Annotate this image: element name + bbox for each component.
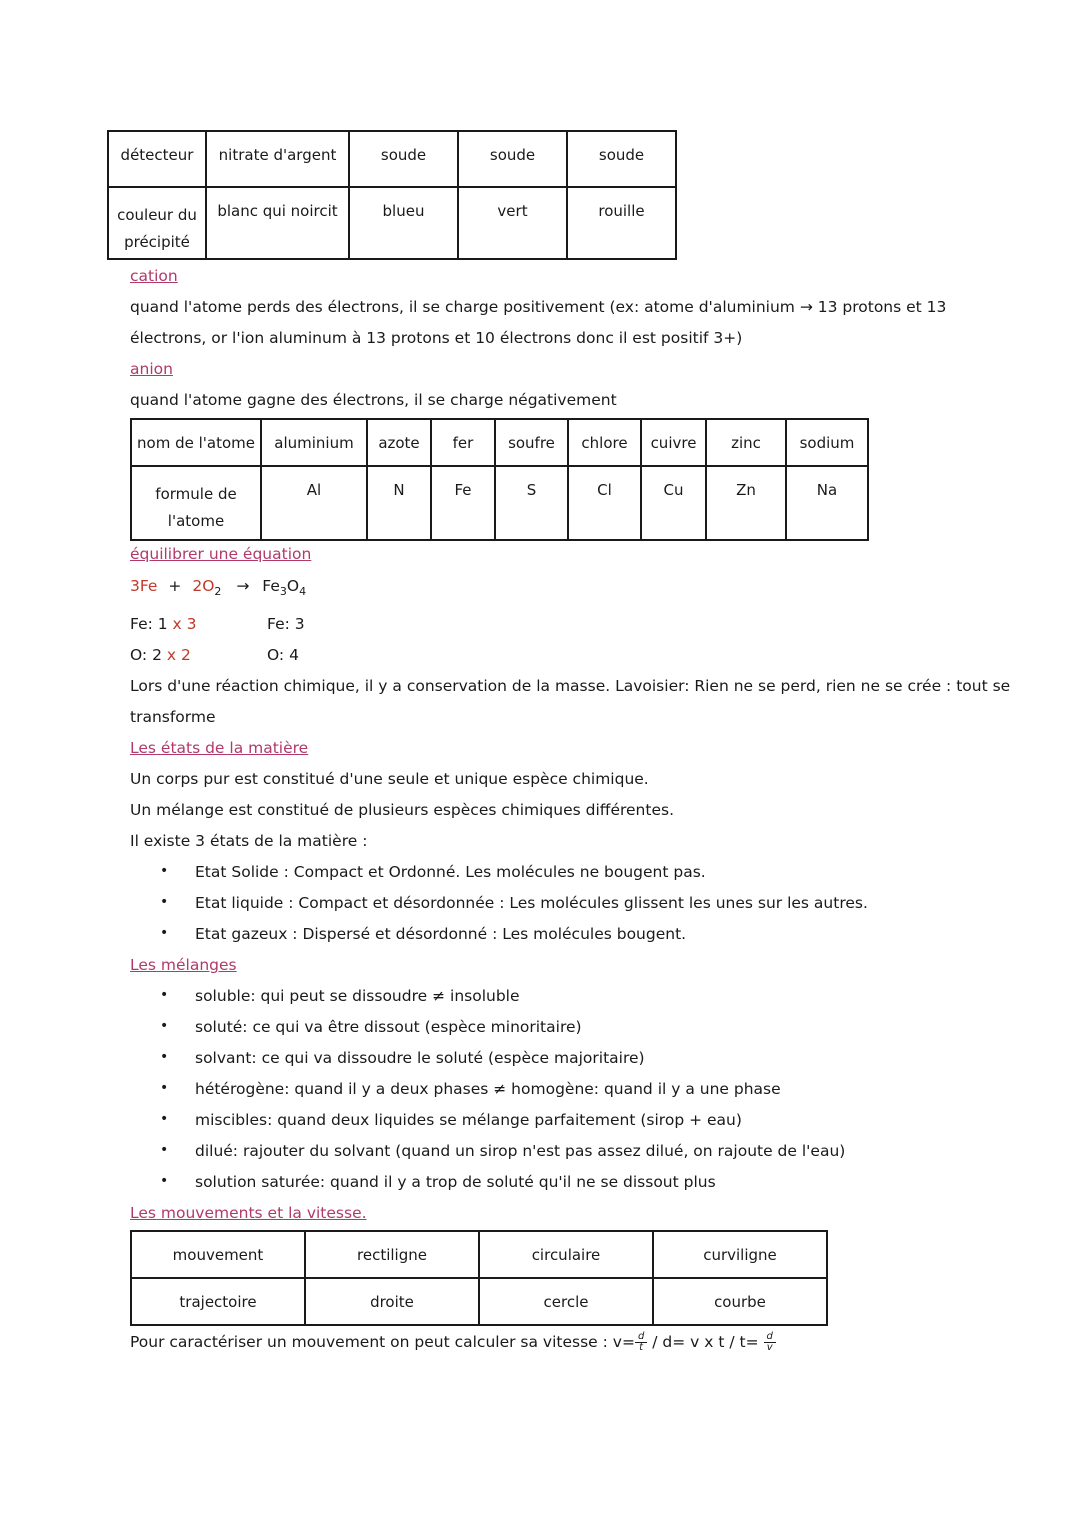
table-cell: trajectoire [131, 1278, 305, 1325]
table-cell: S [495, 466, 568, 540]
mixtures-list [160, 987, 845, 1204]
states-text-3: Il existe 3 états de la matière : [130, 832, 368, 850]
list-item: • solvant: ce qui va dissoudre le soluté (espèce majoritaire) [160, 1049, 845, 1080]
conservation-text-2: transforme [130, 708, 216, 726]
fraction-denominator: t [639, 1342, 644, 1353]
table-cell: Al [261, 466, 367, 540]
fraction-numerator: d [635, 1332, 647, 1343]
equation-right-fe: Fe: 3 [267, 615, 305, 633]
speed-formula [130, 1332, 776, 1353]
anion-heading: anion [130, 360, 173, 378]
table-cell: sodium [786, 419, 868, 466]
table-row [131, 1231, 827, 1278]
atoms-table [130, 418, 869, 541]
list-item: • soluté: ce qui va être dissout (espèce minoritaire) [160, 1018, 845, 1049]
time-fraction [764, 1332, 776, 1353]
equation-formula [130, 577, 306, 598]
table-cell: aluminium [261, 419, 367, 466]
fraction-denominator: v [766, 1342, 773, 1353]
table-cell: cercle [479, 1278, 653, 1325]
equation-product-fe-sub: 3 [279, 585, 287, 599]
table-cell: blanc qui noircit [206, 187, 349, 259]
table-cell: rouille [567, 187, 676, 259]
table-cell: soude [567, 131, 676, 187]
equation-left-fe-mult: x 3 [167, 615, 197, 633]
list-item: • Etat liquide : Compact et désordonnée : Les molécules glissent les unes sur les autres. [160, 894, 868, 925]
table-cell: zinc [706, 419, 786, 466]
equation-heading: équilibrer une équation [130, 545, 312, 563]
equation-left-fe-label: Fe: 1 [130, 615, 168, 633]
table-cell: droite [305, 1278, 479, 1325]
table-cell: nitrate d'argent [206, 131, 349, 187]
anion-text: quand l'atome gagne des électrons, il se charge négativement [130, 391, 617, 409]
fraction-numerator: d [764, 1332, 776, 1343]
table-cell: formule de l'atome [131, 466, 261, 540]
cation-text-2: électrons, or l'ion aluminum à 13 protons et 10 électrons donc il est positif 3+) [130, 329, 743, 347]
list-item: • Etat Solide : Compact et Ordonné. Les molécules ne bougent pas. [160, 863, 868, 894]
table-cell: fer [431, 419, 495, 466]
cation-heading: cation [130, 267, 178, 285]
equation-left-o-mult: x 2 [161, 646, 191, 664]
table-cell: Zn [706, 466, 786, 540]
speed-mid-text: / d= v x t / t= [647, 1333, 764, 1351]
movement-table [130, 1230, 828, 1326]
table-cell: Na [786, 466, 868, 540]
arrow-icon: → [236, 577, 250, 595]
table-cell: Cl [568, 466, 641, 540]
table-cell: blueu [349, 187, 458, 259]
cation-text-1: quand l'atome perds des électrons, il se charge positivement (ex: atome d'aluminium → 13 protons et 13 [130, 298, 947, 316]
table-row [108, 187, 676, 259]
table-cell: cuivre [641, 419, 706, 466]
table-cell: curviligne [653, 1231, 827, 1278]
table-cell: chlore [568, 419, 641, 466]
equation-o-sub: 2 [214, 585, 222, 599]
table-row [131, 419, 868, 466]
table-row [131, 1278, 827, 1325]
table-cell: nom de l'atome [131, 419, 261, 466]
equation-product-o: O [286, 577, 300, 595]
table-cell: détecteur [108, 131, 206, 187]
states-text-2: Un mélange est constitué de plusieurs espèces chimiques différentes. [130, 801, 674, 819]
mixtures-heading: Les mélanges [130, 956, 237, 974]
equation-product-o-sub: 4 [299, 585, 307, 599]
table-cell: soufre [495, 419, 568, 466]
table-cell: circulaire [479, 1231, 653, 1278]
table-row [108, 131, 676, 187]
equation-coef-fe: 3Fe [130, 577, 158, 595]
states-list [160, 863, 868, 956]
list-item: • miscibles: quand deux liquides se mélange parfaitement (sirop + eau) [160, 1111, 845, 1142]
table-cell: courbe [653, 1278, 827, 1325]
equation-left-fe [130, 615, 197, 633]
table-cell: N [367, 466, 431, 540]
equation-left-o-label: O: 2 [130, 646, 162, 664]
table-cell: rectiligne [305, 1231, 479, 1278]
equation-right-o: O: 4 [267, 646, 299, 664]
states-heading: Les états de la matière [130, 739, 309, 757]
table-cell: vert [458, 187, 567, 259]
table-cell: soude [349, 131, 458, 187]
equation-left-o [130, 646, 191, 664]
equation-coef-o: 2O [192, 577, 215, 595]
precipitate-table [107, 130, 677, 260]
table-cell: soude [458, 131, 567, 187]
states-text-1: Un corps pur est constitué d'une seule et unique espèce chimique. [130, 770, 649, 788]
list-item: • dilué: rajouter du solvant (quand un sirop n'est pas assez dilué, on rajoute de l'eau) [160, 1142, 845, 1173]
equation-product-fe: Fe [262, 577, 280, 595]
list-item: • hétérogène: quand il y a deux phases ≠ homogène: quand il y a une phase [160, 1080, 845, 1111]
table-cell: Cu [641, 466, 706, 540]
table-row [131, 466, 868, 540]
table-cell: Fe [431, 466, 495, 540]
list-item: • soluble: qui peut se dissoudre ≠ insoluble [160, 987, 845, 1018]
table-cell: couleur du précipité [108, 187, 206, 259]
table-cell: azote [367, 419, 431, 466]
list-item: • Etat gazeux : Dispersé et désordonné : Les molécules bougent. [160, 925, 868, 956]
speed-text: Pour caractériser un mouvement on peut calculer sa vitesse : v= [130, 1333, 635, 1351]
conservation-text-1: Lors d'une réaction chimique, il y a conservation de la masse. Lavoisier: Rien ne se perd, rien ne se crée : tout se [130, 677, 1011, 695]
table-cell: mouvement [131, 1231, 305, 1278]
speed-fraction [635, 1332, 647, 1353]
equation-plus: + [168, 577, 182, 595]
movement-heading: Les mouvements et la vitesse. [130, 1204, 367, 1222]
list-item: • solution saturée: quand il y a trop de soluté qu'il ne se dissout plus [160, 1173, 845, 1204]
